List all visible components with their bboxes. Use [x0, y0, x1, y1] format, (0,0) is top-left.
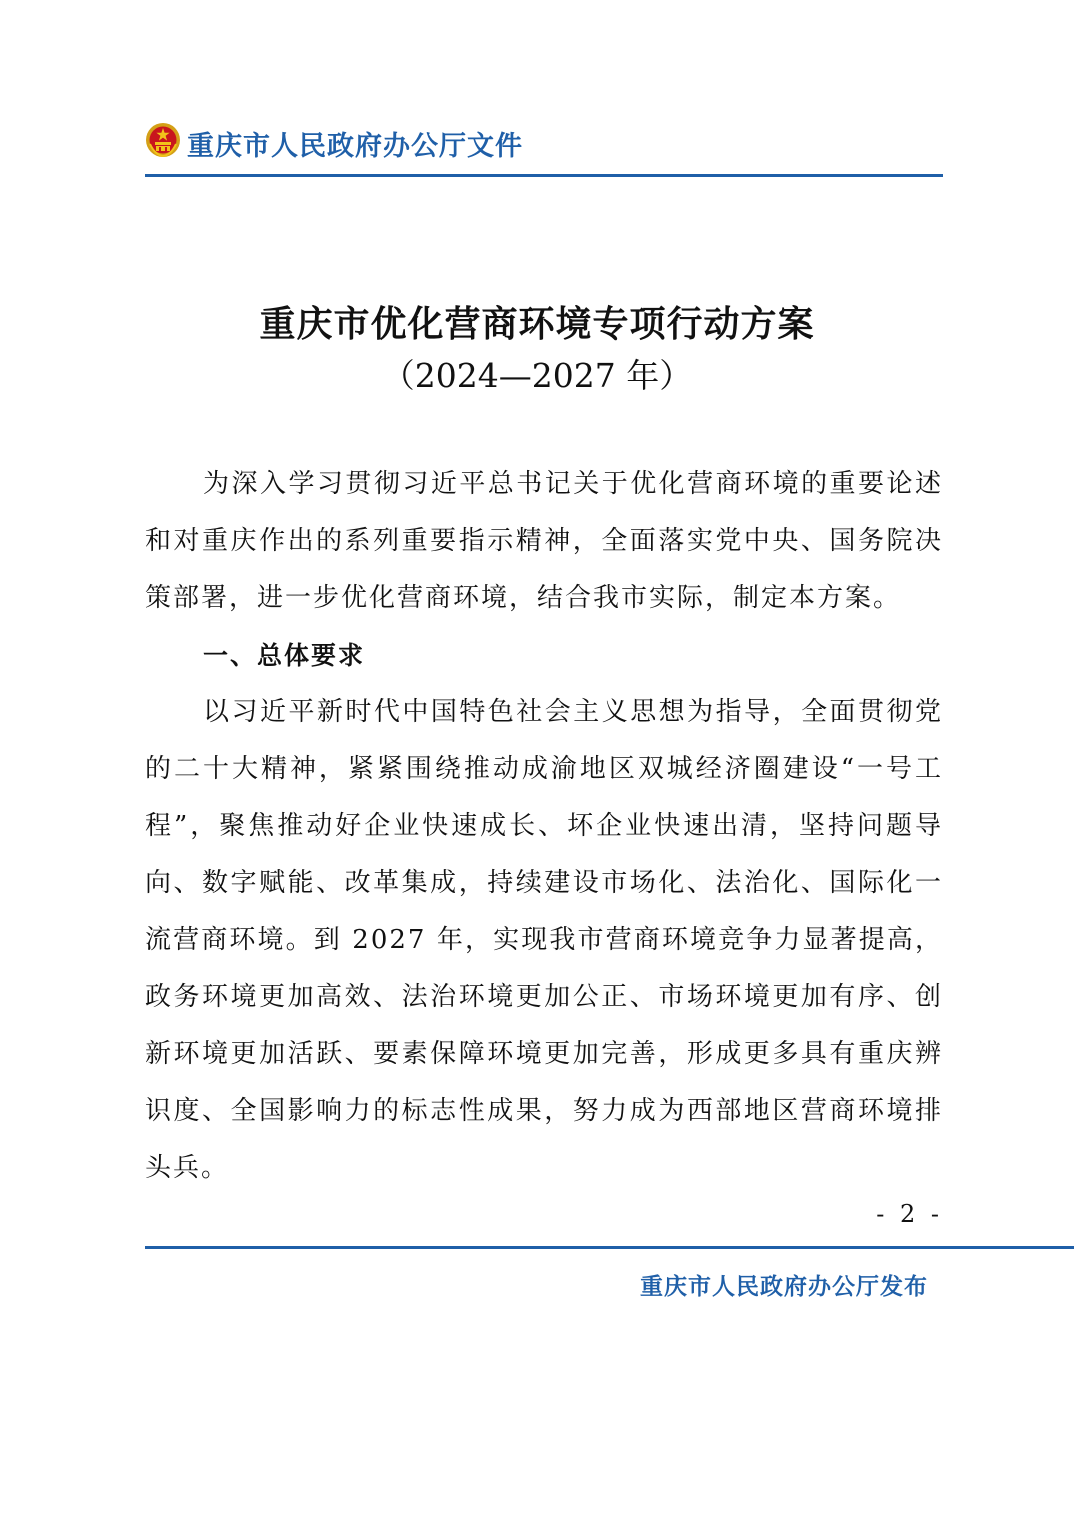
- document-subtitle: （2024—2027 年）: [381, 356, 693, 395]
- header-divider: [145, 174, 943, 177]
- page-number: - 2 -: [876, 1200, 943, 1228]
- header-title: 重庆市人民政府办公厅文件: [187, 131, 523, 162]
- section-paragraph: 以习近平新时代中国特色社会主义思想为指导，全面贯彻党的二十大精神，紧紧围绕推动成渝地区双城经济圈建设“一号工程”，聚焦推动好企业快速成长、坏企业快速出清，坚持问题导向、数字赋能、改革集成，持续建设市场化、法治化、国际化一流营商环境。到 2027 年，实现我市营商环境竞争力显著提高，政务环境更加高效、法治环境更加公正、市场环境更加有序、创新环境更加活跃、要素保障环境更加完善，形成更多具有重庆辨识度、全国影响力的标志性成果，努力成为西部地区营商环境排头兵。: [145, 697, 943, 1183]
- footer-publisher: 重庆市人民政府办公厅发布: [640, 1274, 928, 1300]
- section-heading: 一、总体要求: [203, 641, 366, 670]
- national-emblem-icon: [145, 122, 181, 158]
- document-title: 重庆市优化营商环境专项行动方案: [259, 303, 815, 345]
- document-body: [145, 456, 943, 1197]
- document-header: [145, 120, 943, 178]
- intro-paragraph: 为深入学习贯彻习近平总书记关于优化营商环境的重要论述和对重庆作出的系列重要指示精神，全面落实党中央、国务院决策部署，进一步优化营商环境，结合我市实际，制定本方案。: [145, 469, 943, 613]
- footer-divider: [145, 1246, 1074, 1249]
